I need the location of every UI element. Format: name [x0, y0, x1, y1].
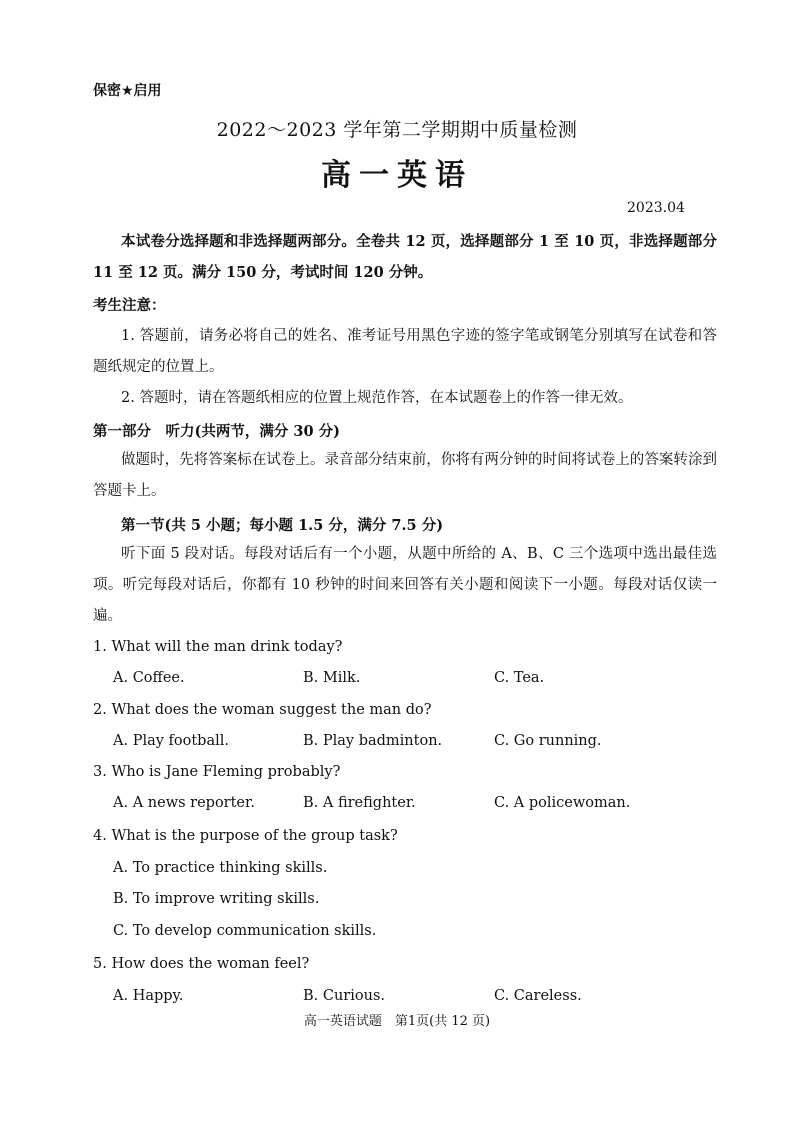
- confidential-label: 保密★启用: [93, 83, 162, 99]
- question-3-option-a: A. A news reporter.: [113, 795, 255, 811]
- question-4-option-b: B. To improve writing skills.: [113, 891, 320, 907]
- part1-title: 第一部分 听力(共两节，满分 30 分): [93, 423, 340, 440]
- question-3-option-b: B. A firefighter.: [303, 795, 416, 811]
- question-5-option-a: A. Happy.: [113, 988, 184, 1004]
- page-footer: 高一英语试题 第1页(共 12 页): [303, 1014, 491, 1029]
- question-2-option-c: C. Go running.: [494, 733, 602, 749]
- exam-title: 2022～2023 学年第二学期期中质量检测: [216, 119, 578, 141]
- notice-item-1: 1. 答题前，请务必将自己的姓名、准考证号用黑色字迹的签字笔或钢笔分别填写在试卷和答题纸规定的位置上。: [93, 328, 717, 375]
- question-4-option-a: A. To practice thinking skills.: [113, 860, 328, 876]
- part1-instruction: 做题时，先将答案标在试卷上。录音部分结束前，你将有两分钟的时间将试卷上的答案转涂到答题卡上。: [93, 452, 717, 499]
- exam-date: 2023.04: [627, 200, 685, 216]
- question-5-option-c: C. Careless.: [494, 988, 582, 1004]
- question-2-option-a: A. Play football.: [113, 733, 229, 749]
- notice-item-2: 2. 答题时，请在答题纸相应的位置上规范作答，在本试题卷上的作答一律无效。: [121, 390, 633, 406]
- section1-instruction: 听下面 5 段对话。每段对话后有一个小题，从题中所给的 A、B、C 三个选项中选出最佳选项。听完每段对话后，你都有 10 秒钟的时间来回答有关小题和阅读下一小题。每段对话仅读一遍。: [93, 546, 717, 624]
- question-3-option-c: C. A policewoman.: [494, 795, 631, 811]
- question-1-option-c: C. Tea.: [494, 670, 545, 686]
- question-4-stem: 4. What is the purpose of the group task?: [93, 828, 398, 844]
- intro-paragraph: 本试卷分选择题和非选择题两部分。全卷共 12 页，选择题部分 1 至 10 页，非选择题部分 11 至 12 页。满分 150 分，考试时间 120 分钟。: [93, 233, 717, 281]
- section1-title: 第一节(共 5 小题；每小题 1.5 分，满分 7.5 分): [121, 517, 444, 534]
- question-1-option-a: A. Coffee.: [113, 670, 185, 686]
- question-5-option-b: B. Curious.: [303, 988, 385, 1004]
- question-5-stem: 5. How does the woman feel?: [93, 956, 310, 972]
- question-4-option-c: C. To develop communication skills.: [113, 923, 377, 939]
- notice-title: 考生注意：: [93, 297, 166, 314]
- question-3-stem: 3. Who is Jane Fleming probably?: [93, 764, 341, 780]
- question-2-stem: 2. What does the woman suggest the man do?: [93, 702, 432, 718]
- question-1-option-b: B. Milk.: [303, 670, 361, 686]
- question-1-stem: 1. What will the man drink today?: [93, 639, 343, 655]
- subject-title: 高一英语: [321, 158, 473, 193]
- question-2-option-b: B. Play badminton.: [303, 733, 443, 749]
